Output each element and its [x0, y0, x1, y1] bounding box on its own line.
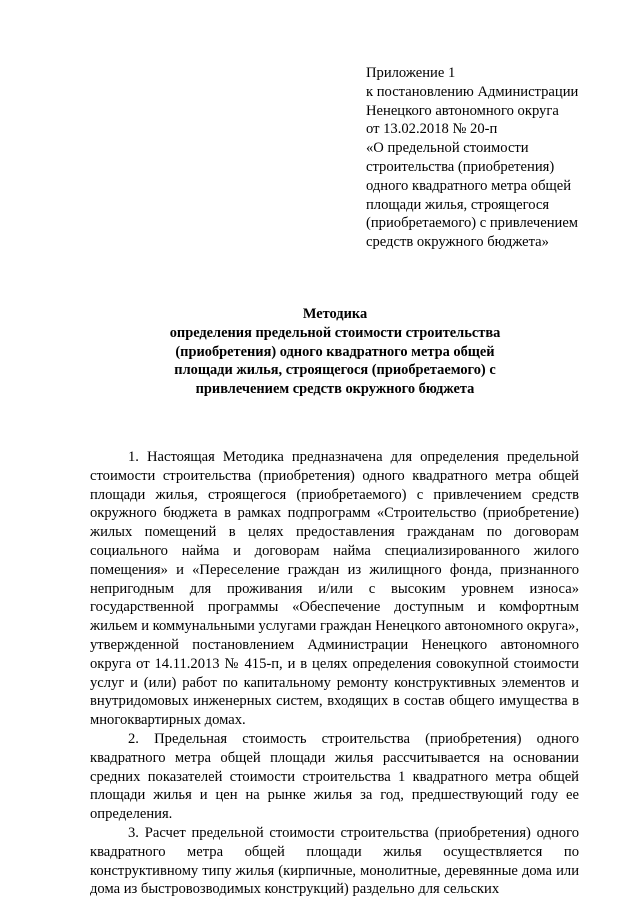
appendix-line: одного квадратного метра общей	[366, 177, 572, 194]
title-line: площади жилья, строящегося (приобретаемого) с	[174, 362, 496, 379]
paragraph-2: 2. Предельная стоимость строительства (приобретения) одного квадратного метра общей площади жилья рассчитывается на основании средних показателей стоимости строительства 1 квадратного метра общей площади жилья и цен на рынке жилья за год, предшествующий году ее определения.	[90, 730, 579, 823]
appendix-line: «О предельной стоимости	[366, 140, 529, 157]
appendix-line: (приобретаемого) с привлечением	[366, 215, 579, 232]
appendix-line: Ненецкого автономного округа	[366, 102, 559, 119]
appendix-line: средств окружного бюджета»	[366, 234, 549, 251]
appendix-line: строительства (приобретения)	[366, 158, 555, 175]
appendix-line: Приложение 1	[366, 65, 456, 81]
paragraph-3: 3. Расчет предельной стоимости строительства (приобретения) одного квадратного метра общей площади жилья осуществляется по конструктивному типу жилья (кирпичные, монолитные, деревянные дома или дома из быстровозводимых конструкций) раздельно для сельских	[90, 824, 579, 898]
title-line: Методика	[302, 306, 368, 322]
document-body	[90, 448, 579, 899]
document-title	[90, 305, 580, 399]
title-line: привлечением средств окружного бюджета	[195, 381, 475, 398]
paragraph-1: 1. Настоящая Методика предназначена для определения предельной стоимости строительства (приобретения) одного квадратного метра общей площади жилья, строящегося (приобретаемого) с привлечением средств окружного бюджета в рамках подпрограмм «Строительство (приобретение) жилых помещений в целях предоставления гражданам по договорам социального найма и договорам найма специализированного жилого помещения» и «Переселение граждан из жилищного фонда, признанного непригодным для проживания и/или с высоким уровнем износа» государственной программы «Обеспечение доступным и комфортным жильем и коммунальными услугами граждан Ненецкого автономного округа», утвержденной постановлением Администрации Ненецкого автономного округа от 14.11.2013 № 415-п, и в целях определения совокупной стоимости услуг и (или) работ по капитальному ремонту конструктивных элементов и внутридомовых инженерных систем, входящих в состав общего имущества в многоквартирных домах.	[90, 449, 579, 729]
appendix-header	[366, 64, 606, 252]
title-line: (приобретения) одного квадратного метра общей	[175, 343, 495, 360]
appendix-line: к постановлению Администрации	[366, 83, 579, 100]
title-line: определения предельной стоимости строительства	[169, 324, 501, 341]
appendix-line: площади жилья, строящегося	[366, 196, 550, 213]
appendix-line: от 13.02.2018 № 20-п	[366, 121, 498, 138]
